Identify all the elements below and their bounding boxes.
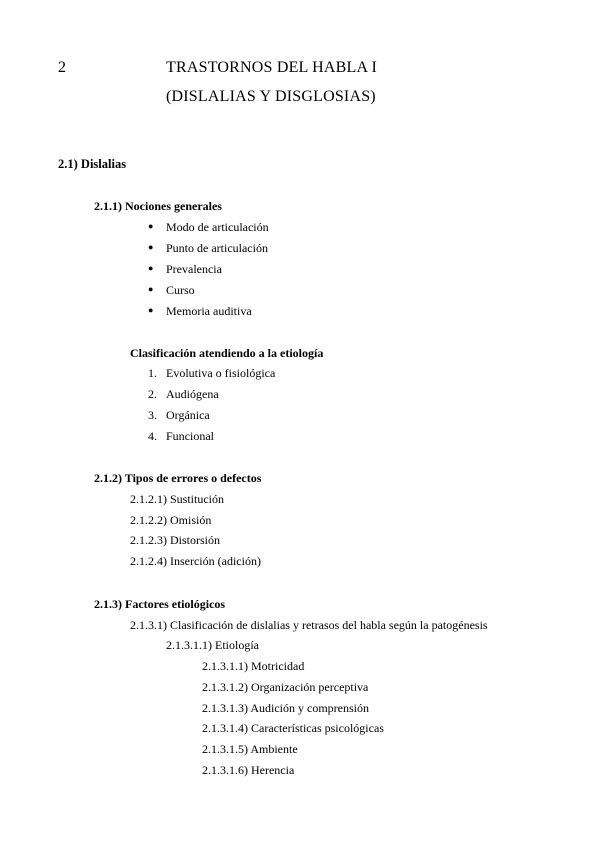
tipos-item: 2.1.2.1) Sustitución (130, 492, 225, 506)
subsection-heading-nociones: 2.1.1) Nociones generales (94, 199, 222, 213)
chapter-title-line-2: (DISLALIAS Y DISGLOSIAS) (166, 88, 376, 105)
factores-item: 2.1.3.1.2) Organización perceptiva (202, 680, 369, 694)
bullet-icon: ● (148, 221, 154, 231)
clasificacion-heading: Clasificación atendiendo a la etiología (130, 346, 324, 360)
subsection-heading-tipos: 2.1.2) Tipos de errores o defectos (94, 471, 262, 485)
bullet-icon: ● (148, 242, 154, 252)
list-number: 1. (148, 366, 157, 380)
section-heading-dislalias: 2.1) Dislalias (58, 157, 127, 171)
tipos-item: 2.1.2.3) Distorsión (130, 533, 220, 547)
factores-item: 2.1.3.1.1) Motricidad (202, 659, 305, 673)
nociones-item: Modo de articulación (166, 220, 269, 234)
chapter-title-line-1: TRASTORNOS DEL HABLA I (166, 59, 378, 76)
tipos-item: 2.1.2.4) Inserción (adición) (130, 554, 261, 568)
factores-item: 2.1.3.1.6) Herencia (202, 763, 295, 777)
clasificacion-item: Evolutiva o fisiológica (166, 366, 276, 380)
chapter-number: 2 (58, 59, 66, 76)
factores-subsub-heading: 2.1.3.1.1) Etiología (166, 638, 259, 652)
factores-item: 2.1.3.1.4) Características psicológicas (202, 721, 384, 735)
list-number: 3. (148, 408, 157, 422)
nociones-item: Memoria auditiva (166, 304, 252, 318)
list-number: 4. (148, 429, 157, 443)
bullet-icon: ● (148, 284, 154, 294)
list-number: 2. (148, 387, 157, 401)
subsection-heading-factores: 2.1.3) Factores etiológicos (94, 597, 226, 611)
factores-sub-heading: 2.1.3.1) Clasificación de dislalias y retrasos del habla según la patogénesis (130, 618, 488, 632)
nociones-item: Curso (166, 283, 195, 297)
factores-item: 2.1.3.1.3) Audición y comprensión (202, 701, 369, 715)
clasificacion-item: Orgánica (166, 408, 210, 422)
nociones-item: Prevalencia (166, 262, 222, 276)
factores-item: 2.1.3.1.5) Ambiente (202, 742, 298, 756)
bullet-icon: ● (148, 263, 154, 273)
clasificacion-item: Audiógena (166, 387, 219, 401)
tipos-item: 2.1.2.2) Omisión (130, 513, 212, 527)
bullet-icon: ● (148, 305, 154, 315)
clasificacion-item: Funcional (166, 429, 214, 443)
nociones-item: Punto de articulación (166, 241, 268, 255)
